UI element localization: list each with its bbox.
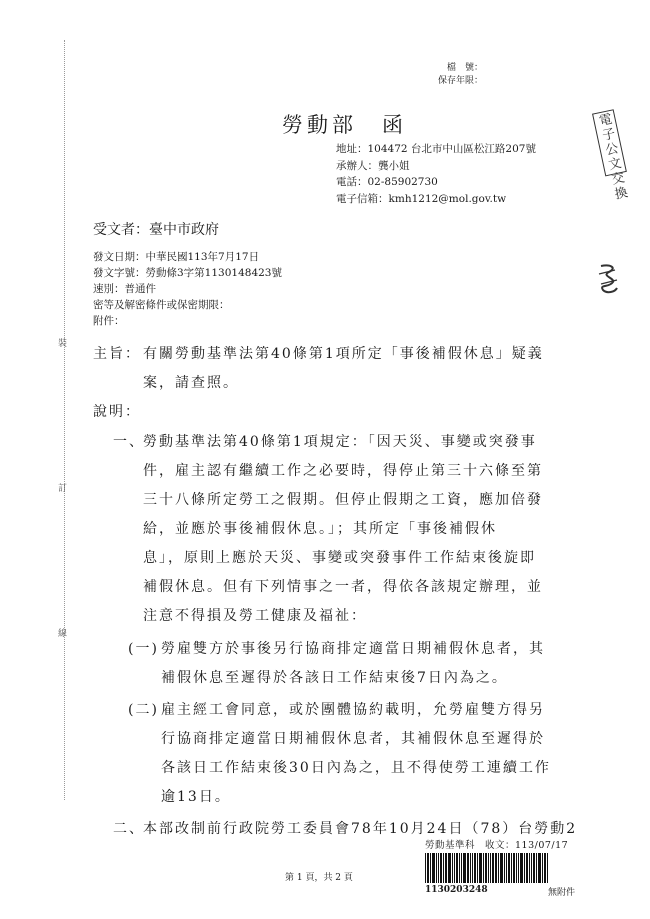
sub-item-1-line: 補假休息至遲得於各該日工作結束後7日內為之。 bbox=[161, 670, 508, 686]
item-1-line: 息」，原則上應於天災、事變或突發事件工作結束後旋即 bbox=[143, 550, 536, 566]
item-1-text bbox=[143, 428, 543, 631]
barcode-number: 1130203248 bbox=[425, 885, 488, 895]
sub-item-2-line: 逾13日。 bbox=[161, 789, 231, 805]
item-2-text: 本部改制前行政院勞工委員會78年10月24日（78）台勞動2 bbox=[143, 821, 578, 837]
margin-mark-order: 訂 bbox=[58, 484, 68, 494]
document-number: 發文字號：勞動條3字第1130148423號 bbox=[93, 267, 282, 279]
item-2-number: 二、 bbox=[113, 821, 145, 837]
attachment-label: 附件： bbox=[93, 315, 125, 327]
document-meta bbox=[93, 249, 282, 329]
subject-line-1: 有關勞動基準法第40條第1項所定「事後補假休息」疑義 bbox=[143, 346, 544, 362]
sub-item-2-line: 各該日工作結束後30日內為之，且不得使勞工連續工作 bbox=[161, 760, 551, 776]
sender-phone: 電話：02-85902730 bbox=[336, 176, 438, 188]
item-1-line: 注意不得損及勞工健康及福祉： bbox=[143, 608, 367, 624]
sub-item-1-line: 勞雇雙方於事後另行協商排定適當日期補假休息者，其 bbox=[161, 641, 545, 657]
stamp-text: 電子公文交換 bbox=[597, 111, 630, 203]
security-level: 密等及解密條件或保密期限： bbox=[93, 299, 230, 311]
page-number: 第 1 頁，共 2 頁 bbox=[285, 873, 353, 883]
archive-info bbox=[438, 62, 483, 88]
item-1-line: 勞動基準法第40條第1項規定：「因天災、事變或突發事 bbox=[143, 434, 537, 450]
item-1-line: 三十八條所定勞工之假期。但停止假期之工資，應加倍發 bbox=[143, 492, 543, 508]
sender-email: 電子信箱：kmh1212@mol.gov.tw bbox=[336, 192, 507, 205]
item-1-line: 補假休息。但有下列情事之一者，得依各該規定辦理，並 bbox=[143, 579, 543, 595]
item-1-line: 給，並應於事後補假休息。」；其所定「事後補假休 bbox=[143, 521, 497, 537]
explanation-label: 說明： bbox=[93, 404, 141, 420]
subject-label: 主旨： bbox=[93, 346, 141, 362]
electronic-exchange-stamp bbox=[578, 109, 630, 203]
sender-contact: 承辦人：龔小姐 bbox=[336, 159, 410, 172]
barcode-caption: 勞動基準科 收文：113/07/17 bbox=[425, 840, 569, 851]
document-title: 勞動部 函 bbox=[282, 113, 407, 137]
no-attachment-label: 無附件 bbox=[547, 888, 575, 898]
margin-mark-line: 線 bbox=[58, 629, 68, 639]
sub-item-1-text bbox=[161, 635, 545, 693]
sub-item-2-number: (二) bbox=[128, 702, 159, 718]
sub-item-2-text bbox=[161, 696, 551, 812]
binding-line bbox=[64, 40, 65, 800]
sub-item-2-line: 雇主經工會同意，或於團體協約載明，允勞雇雙方得另 bbox=[161, 702, 545, 718]
sender-address: 地址：104472 台北市中山區松江路207號 bbox=[336, 143, 536, 155]
subject-line-2: 案，請查照。 bbox=[143, 375, 239, 391]
item-1-number: 一、 bbox=[113, 434, 145, 450]
delivery-speed: 速別：普通件 bbox=[93, 283, 156, 295]
sub-item-1-number: (一) bbox=[128, 641, 159, 657]
handwritten-mark-icon bbox=[595, 262, 621, 296]
margin-mark-binding: 裝 bbox=[58, 339, 68, 349]
item-1-line: 件，雇主認有繼續工作之必要時，得停止第三十六條至第 bbox=[143, 463, 543, 479]
barcode-bars bbox=[425, 853, 575, 883]
file-number-label: 檔 號： bbox=[447, 63, 484, 73]
retention-label: 保存年限： bbox=[438, 76, 484, 86]
issue-date: 發文日期：中華民國113年7月17日 bbox=[93, 251, 260, 263]
sender-info bbox=[336, 141, 536, 207]
receipt-barcode bbox=[425, 837, 575, 898]
recipient: 受文者：臺中市政府 bbox=[93, 222, 219, 238]
sub-item-2-line: 行協商排定適當日期補假休息者，其補假休息至遲得於 bbox=[161, 731, 545, 747]
